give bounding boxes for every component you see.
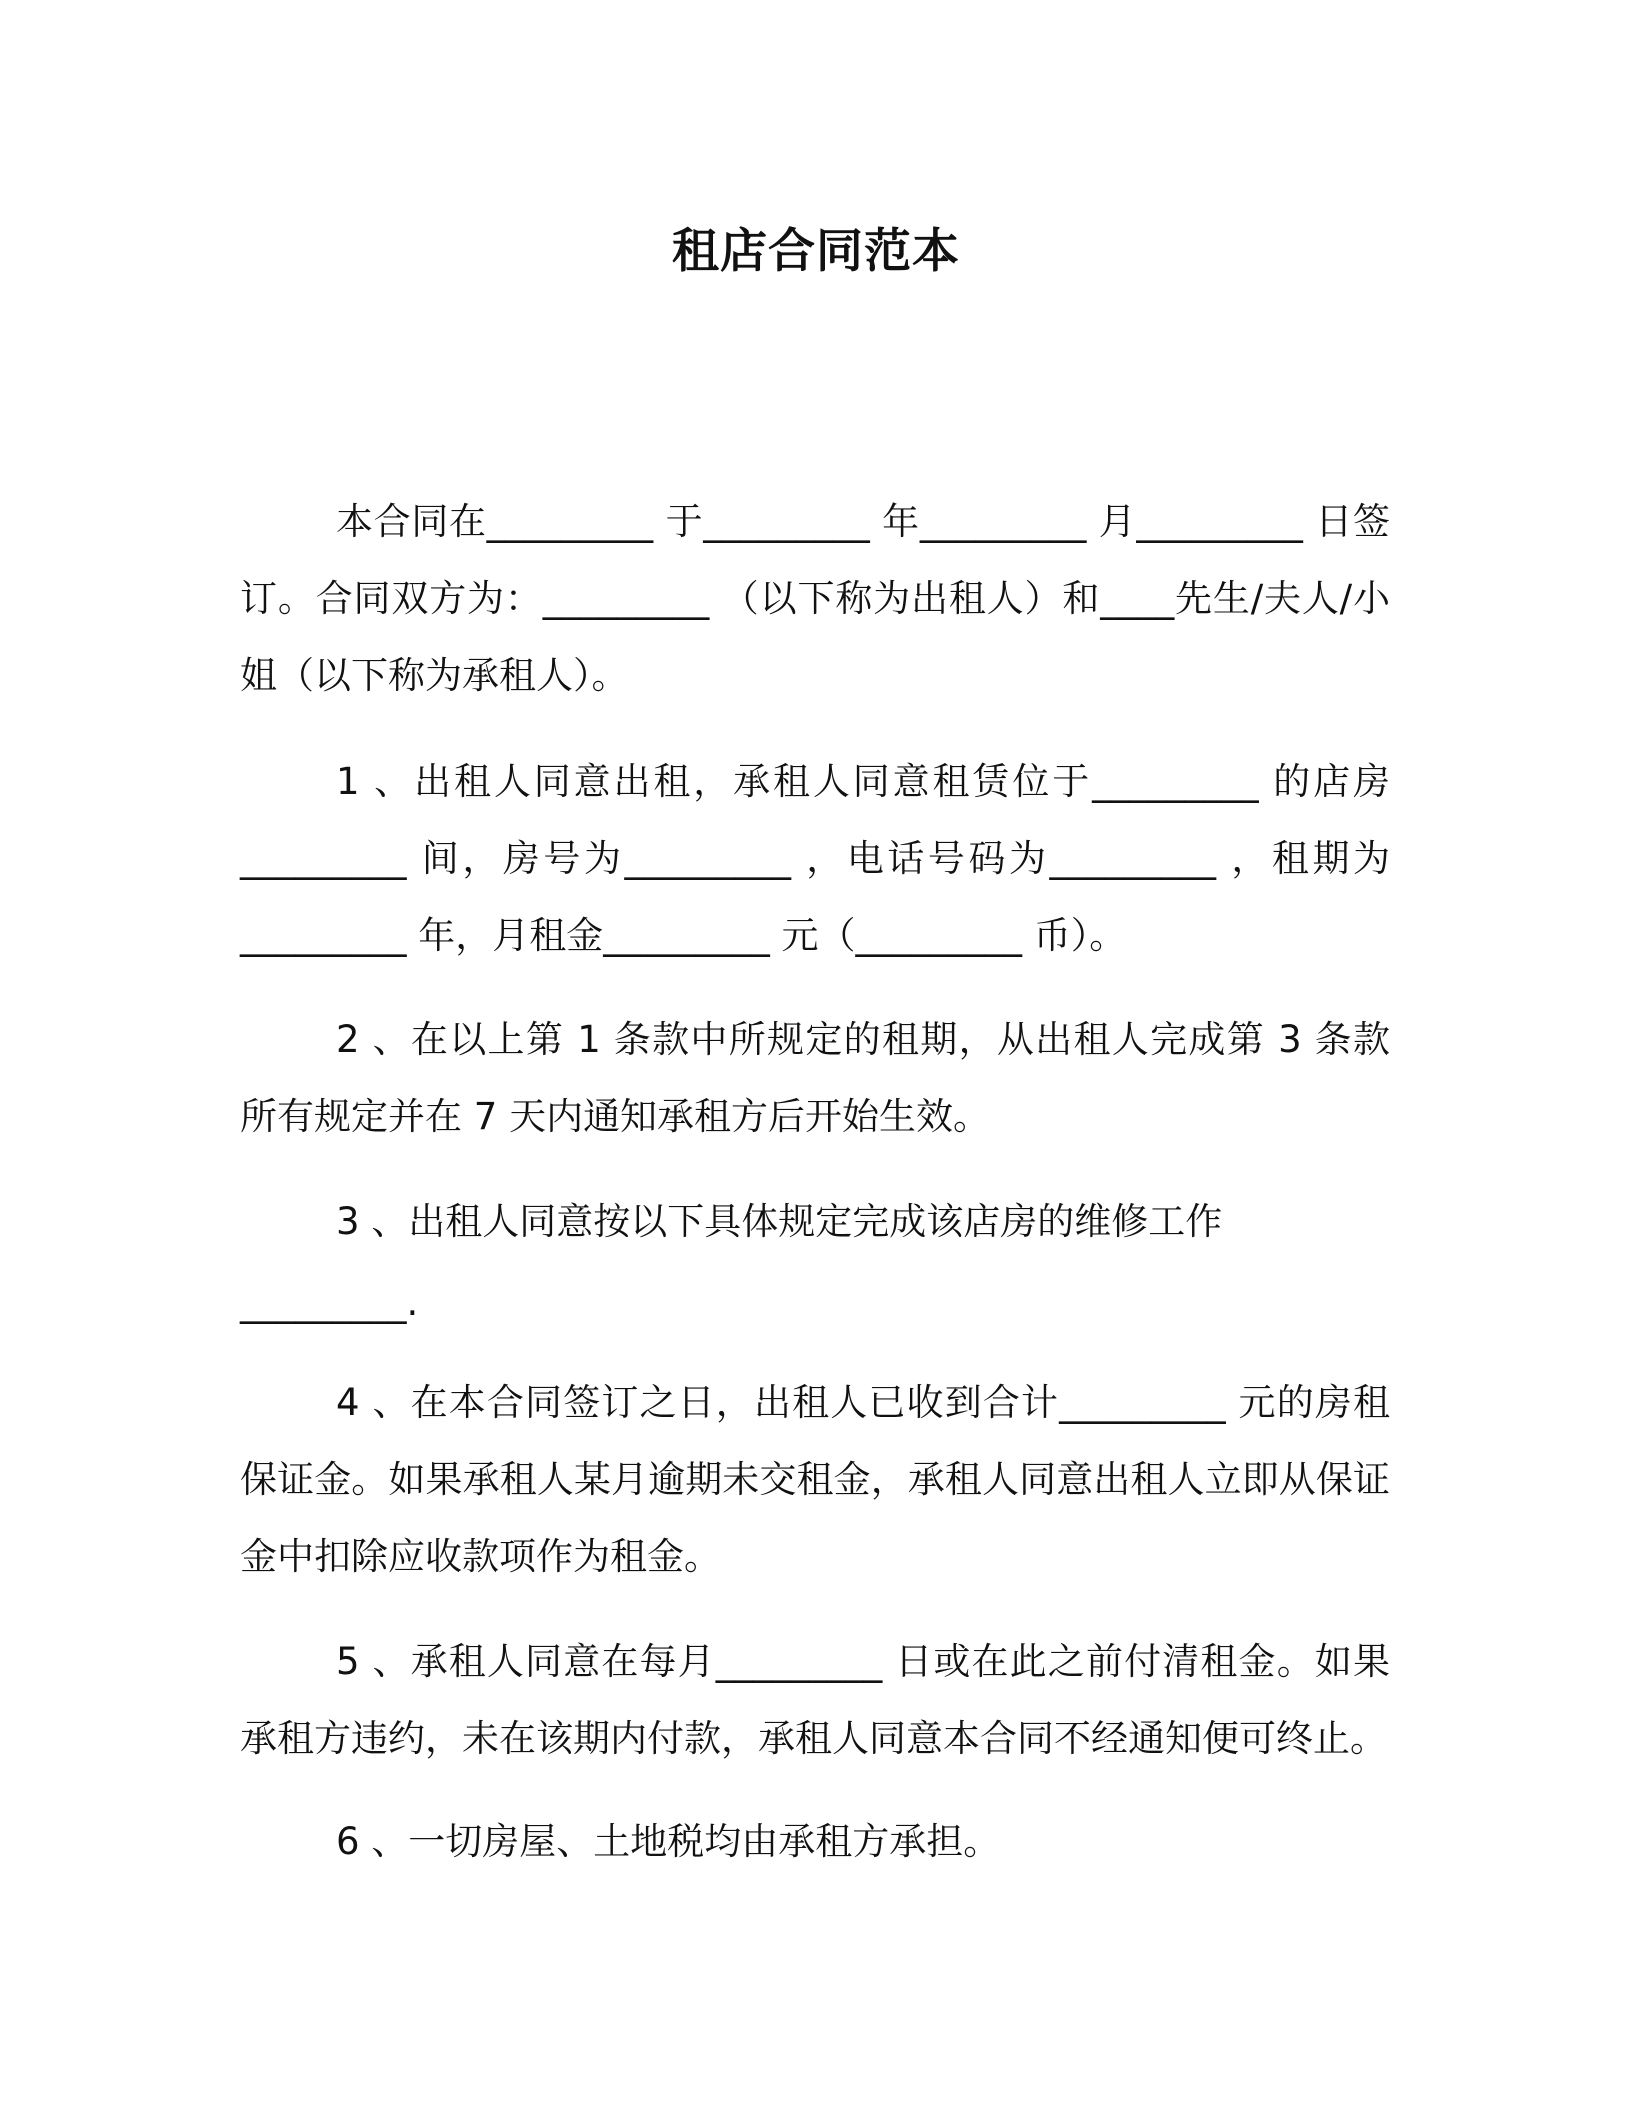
paragraph-intro: 本合同在_________ 于_________ 年_________ 月_________ 日签订。合同双方为：_________ （以下称为出租人）和____先生/夫人/小姐（以下称为承租人）。 <box>240 500 1390 697</box>
paragraph-clause-2: 2 、在以上第 1 条款中所规定的租期，从出租人完成第 3 条款所有规定并在 7 天内通知承租方后开始生效。 <box>240 1018 1390 1138</box>
paragraph-clause-6: 6 、一切房屋、土地税均由承租方承担。 <box>336 1820 1001 1863</box>
paragraph-clause-3-blank: _________. <box>240 1281 419 1324</box>
document-title: 租店合同范本 <box>672 224 960 279</box>
paragraph-clause-5: 5 、承租人同意在每月_________ 日或在此之前付清租金。如果承租方违约，未在该期内付款，承租人同意本合同不经通知便可终止。 <box>240 1640 1390 1760</box>
paragraph-clause-3: 3 、出租人同意按以下具体规定完成该店房的维修工作 <box>336 1200 1223 1243</box>
paragraph-clause-4: 4 、在本合同签订之日，出租人已收到合计_________ 元的房租保证金。如果承租人某月逾期未交租金，承租人同意出租人立即从保证金中扣除应收款项作为租金。 <box>240 1381 1390 1578</box>
paragraph-clause-1: 1 、出租人同意出租，承租人同意租赁位于_________ 的店房_________ 间，房号为_________ ，电话号码为_________ ，租期为_________ 年，月租金_________ 元（_________ 币）。 <box>240 760 1390 957</box>
